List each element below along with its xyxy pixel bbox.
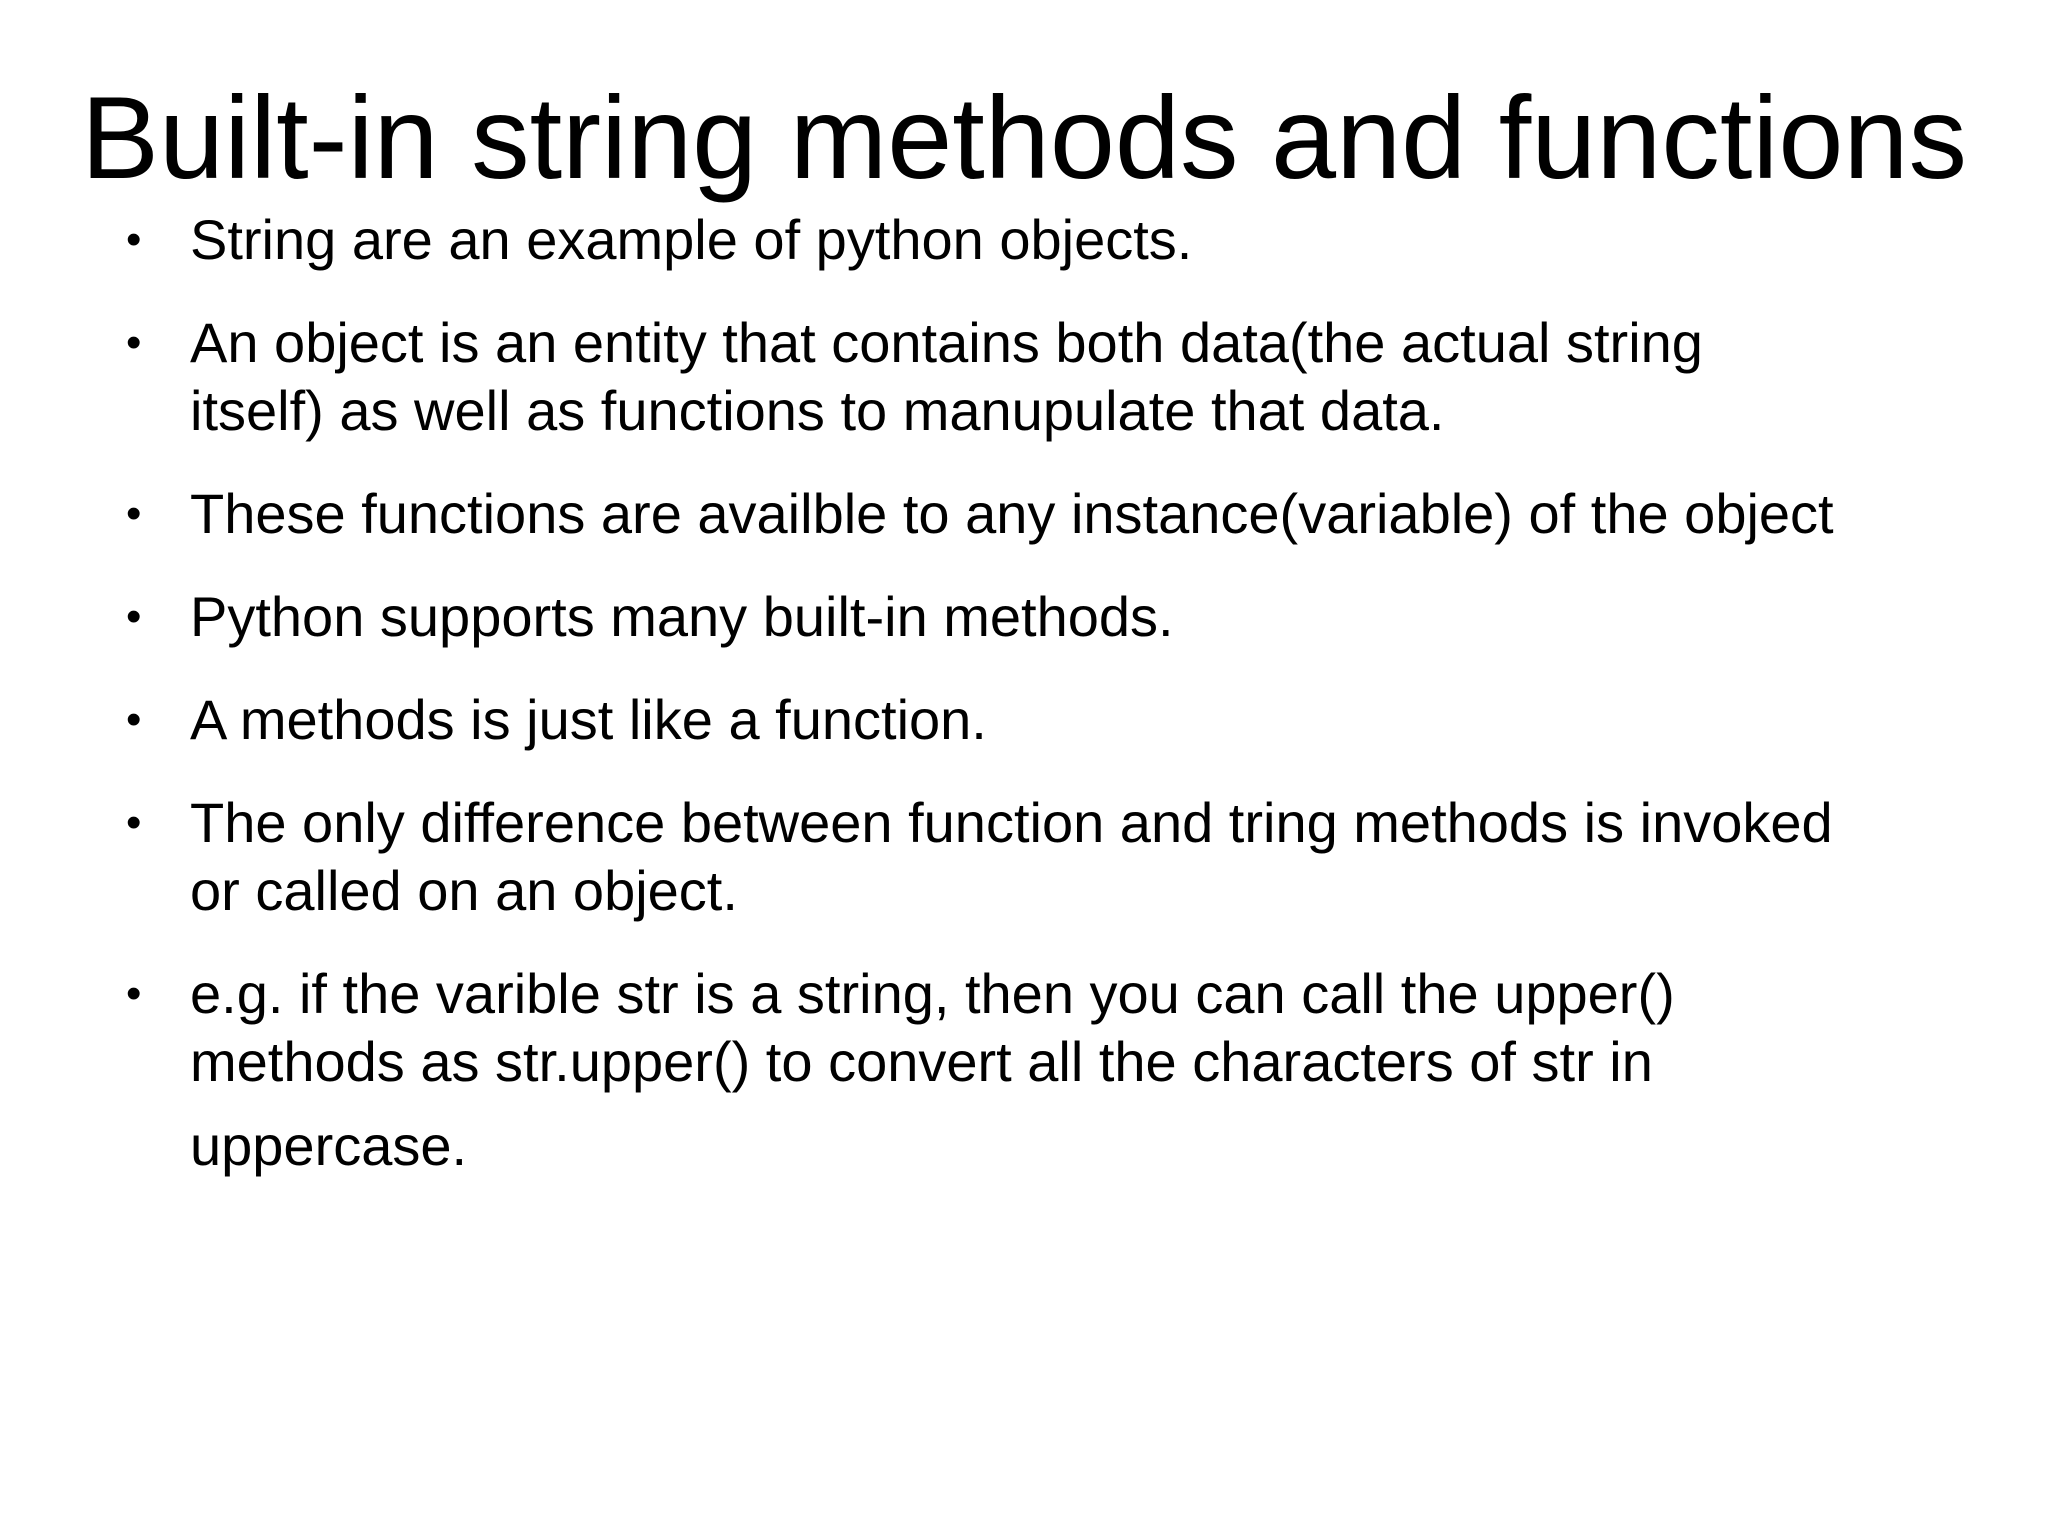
bullet-icon: • xyxy=(126,489,142,538)
bullet-line: A methods is just like a function. xyxy=(190,688,987,751)
bullet-icon: • xyxy=(126,695,142,744)
bullet-line: methods as str.upper() to convert all the characters of str in xyxy=(190,1030,1653,1093)
bullet-icon: • xyxy=(126,318,142,367)
bullet-text xyxy=(190,309,1980,445)
bullet-item xyxy=(120,480,1980,548)
bullet-text xyxy=(190,583,1980,651)
bullet-line: e.g. if the varible str is a string, then you can call the upper() xyxy=(190,962,1675,1025)
bullet-line: or called on an object. xyxy=(190,859,738,922)
bullet-item xyxy=(120,960,1980,1180)
bullet-item xyxy=(120,686,1980,754)
bullet-line: The only difference between function and tring methods is invoked xyxy=(190,791,1833,854)
bullet-list xyxy=(120,206,1980,1215)
bullet-line: itself) as well as functions to manupulate that data. xyxy=(190,379,1445,442)
bullet-text xyxy=(190,480,1980,548)
bullet-text xyxy=(190,789,1980,925)
bullet-line: These functions are availble to any instance(variable) of the object xyxy=(190,482,1834,545)
bullet-text xyxy=(190,206,1980,274)
bullet-item xyxy=(120,583,1980,651)
bullet-item xyxy=(120,789,1980,925)
slide-title: Built-in string methods and functions xyxy=(81,72,1967,203)
bullet-line: uppercase. xyxy=(190,1114,468,1177)
bullet-line: String are an example of python objects. xyxy=(190,208,1193,271)
bullet-text xyxy=(190,960,1980,1180)
bullet-icon: • xyxy=(126,215,142,264)
bullet-item xyxy=(120,206,1980,274)
bullet-line: An object is an entity that contains both data(the actual string xyxy=(190,311,1703,374)
bullet-icon: • xyxy=(126,969,142,1018)
bullet-item xyxy=(120,309,1980,445)
bullet-icon: • xyxy=(126,592,142,641)
bullet-icon: • xyxy=(126,798,142,847)
bullet-line: Python supports many built-in methods. xyxy=(190,585,1174,648)
bullet-text xyxy=(190,686,1980,754)
